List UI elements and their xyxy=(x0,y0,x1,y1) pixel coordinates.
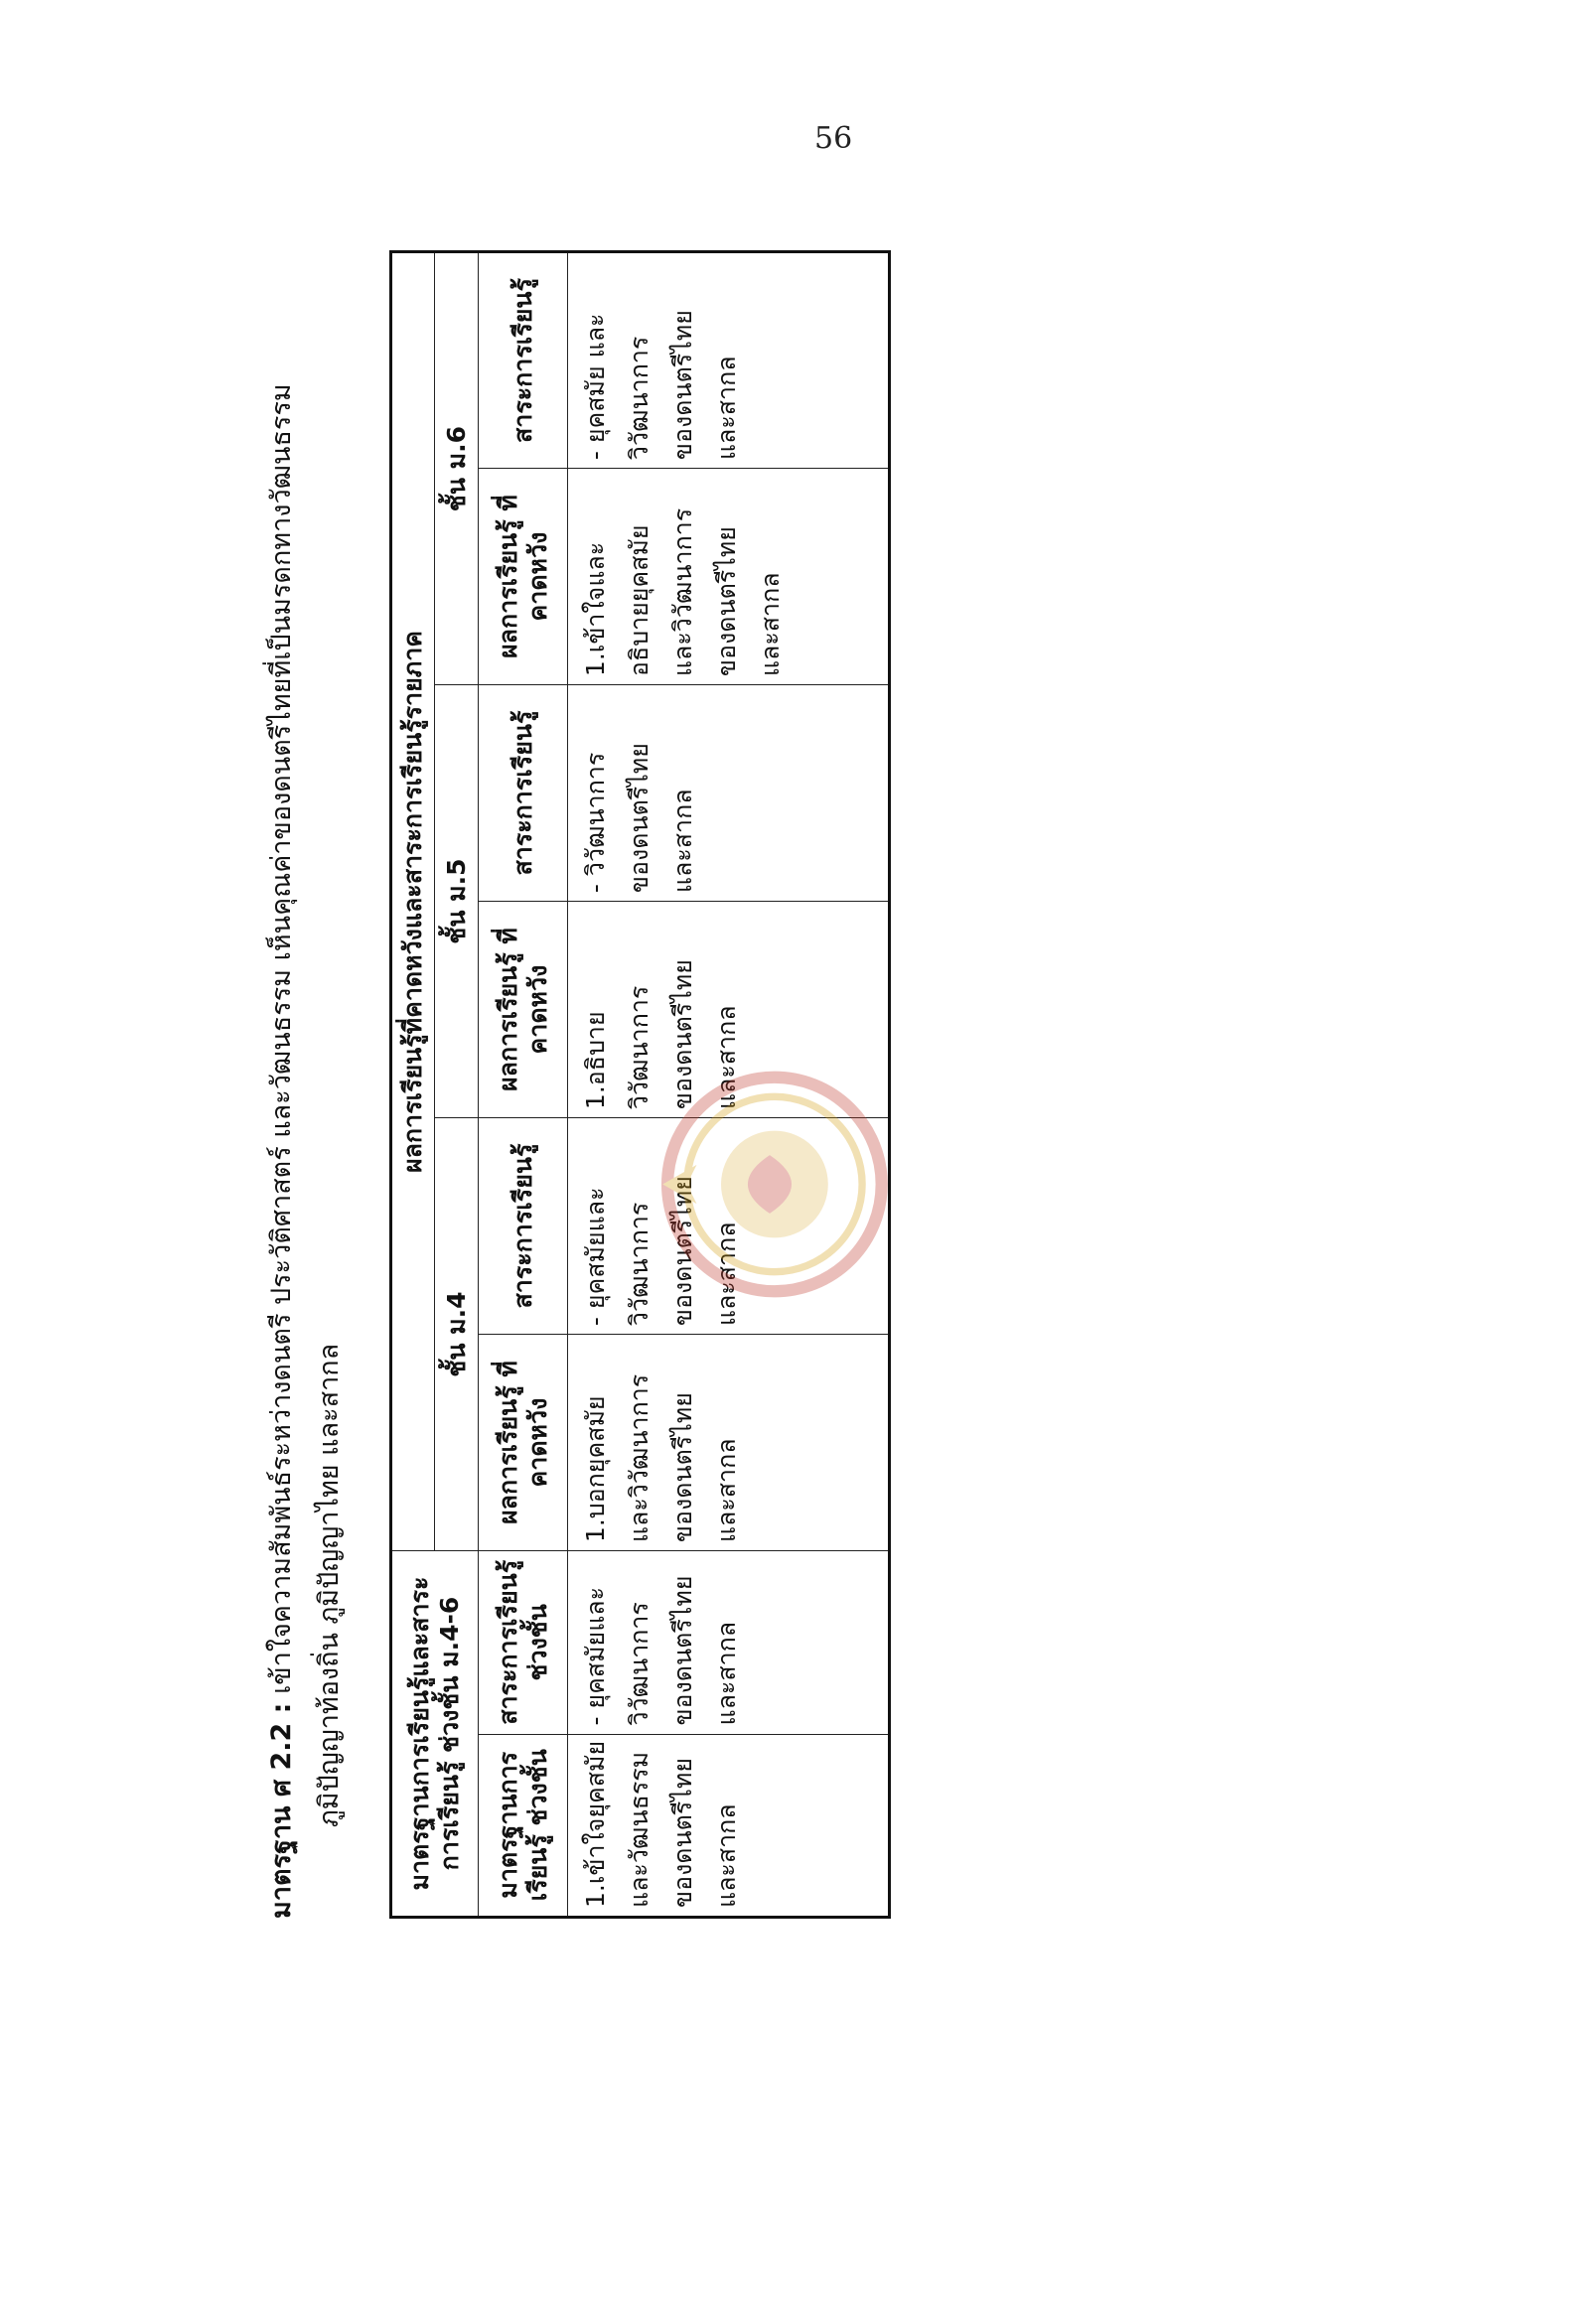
cell-m4-outcome: 1.บอกยุคสมัย และวิวัฒนาการ ของดนตรีไทย และสากล xyxy=(568,1335,890,1551)
title-line-2: ภูมิปัญญาท้องถิ่น ภูมิปัญญาไทย และสากล xyxy=(314,1343,345,1827)
col-header-m6-outcome: ผลการเรียนรู้ ที่คาดหวัง xyxy=(479,469,568,685)
col-header-content-range: สาระการเรียนรู้ ช่วงชั้น xyxy=(479,1551,568,1734)
col-header-m5-outcome: ผลการเรียนรู้ ที่คาดหวัง xyxy=(479,902,568,1118)
grade-m4-header: ชั้น ม.4 xyxy=(435,1118,479,1551)
group-header-right: ผลการเรียนรู้ที่คาดหวังและสาระการเรียนรู้รายภาค xyxy=(391,252,435,1551)
standards-table xyxy=(389,250,891,1919)
rotated-page-content xyxy=(258,250,914,1919)
cell-m5-content: - วิวัฒนาการ ของดนตรีไทย และสากล xyxy=(568,685,890,902)
standard-title xyxy=(258,250,354,1919)
cell-standard: 1.เข้าใจยุคสมัย และวัฒนธรรม ของดนตรีไทย และสากล xyxy=(568,1734,890,1917)
cell-content-range: - ยุคสมัยและ วิวัฒนาการ ของดนตรีไทย และสากล xyxy=(568,1551,890,1734)
cell-m6-outcome: 1.เข้าใจและ อธิบายยุคสมัย และวิวัฒนาการ ของดนตรีไทย และสากล xyxy=(568,469,890,685)
cell-m6-content: - ยุคสมัย และ วิวัฒนาการ ของดนตรีไทย และสากล xyxy=(568,252,890,469)
title-line-1 xyxy=(258,250,306,1919)
col-header-standard: มาตรฐานการเรียนรู้ ช่วงชั้น xyxy=(479,1734,568,1917)
cell-m4-content: - ยุคสมัยและ วิวัฒนาการ ของดนตรีไทย และสากล xyxy=(568,1118,890,1335)
group-header-left: มาตรฐานการเรียนรู้และสาระการเรียนรู้ ช่วงชั้น ม.4-6 xyxy=(391,1551,479,1918)
page-number: 56 xyxy=(814,121,853,156)
grade-m6-header: ชั้น ม.6 xyxy=(435,252,479,685)
col-header-m4-content: สาระการเรียนรู้ xyxy=(479,1118,568,1335)
grade-m5-header: ชั้น ม.5 xyxy=(435,685,479,1118)
col-header-m5-content: สาระการเรียนรู้ xyxy=(479,685,568,902)
col-header-m6-content: สาระการเรียนรู้ xyxy=(479,252,568,469)
cell-m5-outcome: 1.อธิบาย วิวัฒนาการ ของดนตรีไทย และสากล xyxy=(568,902,890,1118)
standard-label: มาตรฐาน ศ 2.2 : xyxy=(266,1702,297,1919)
table-row xyxy=(568,252,890,1918)
standard-text-1: เข้าใจความสัมพันธ์ระหว่างดนตรี ประวัติศาสตร์ และวัฒนธรรม เห็นคุณค่าของดนตรีไทยที่เป็นมรดกทางวัฒนธรรม xyxy=(266,383,297,1694)
col-header-m4-outcome: ผลการเรียนรู้ ที่คาดหวัง xyxy=(479,1335,568,1551)
